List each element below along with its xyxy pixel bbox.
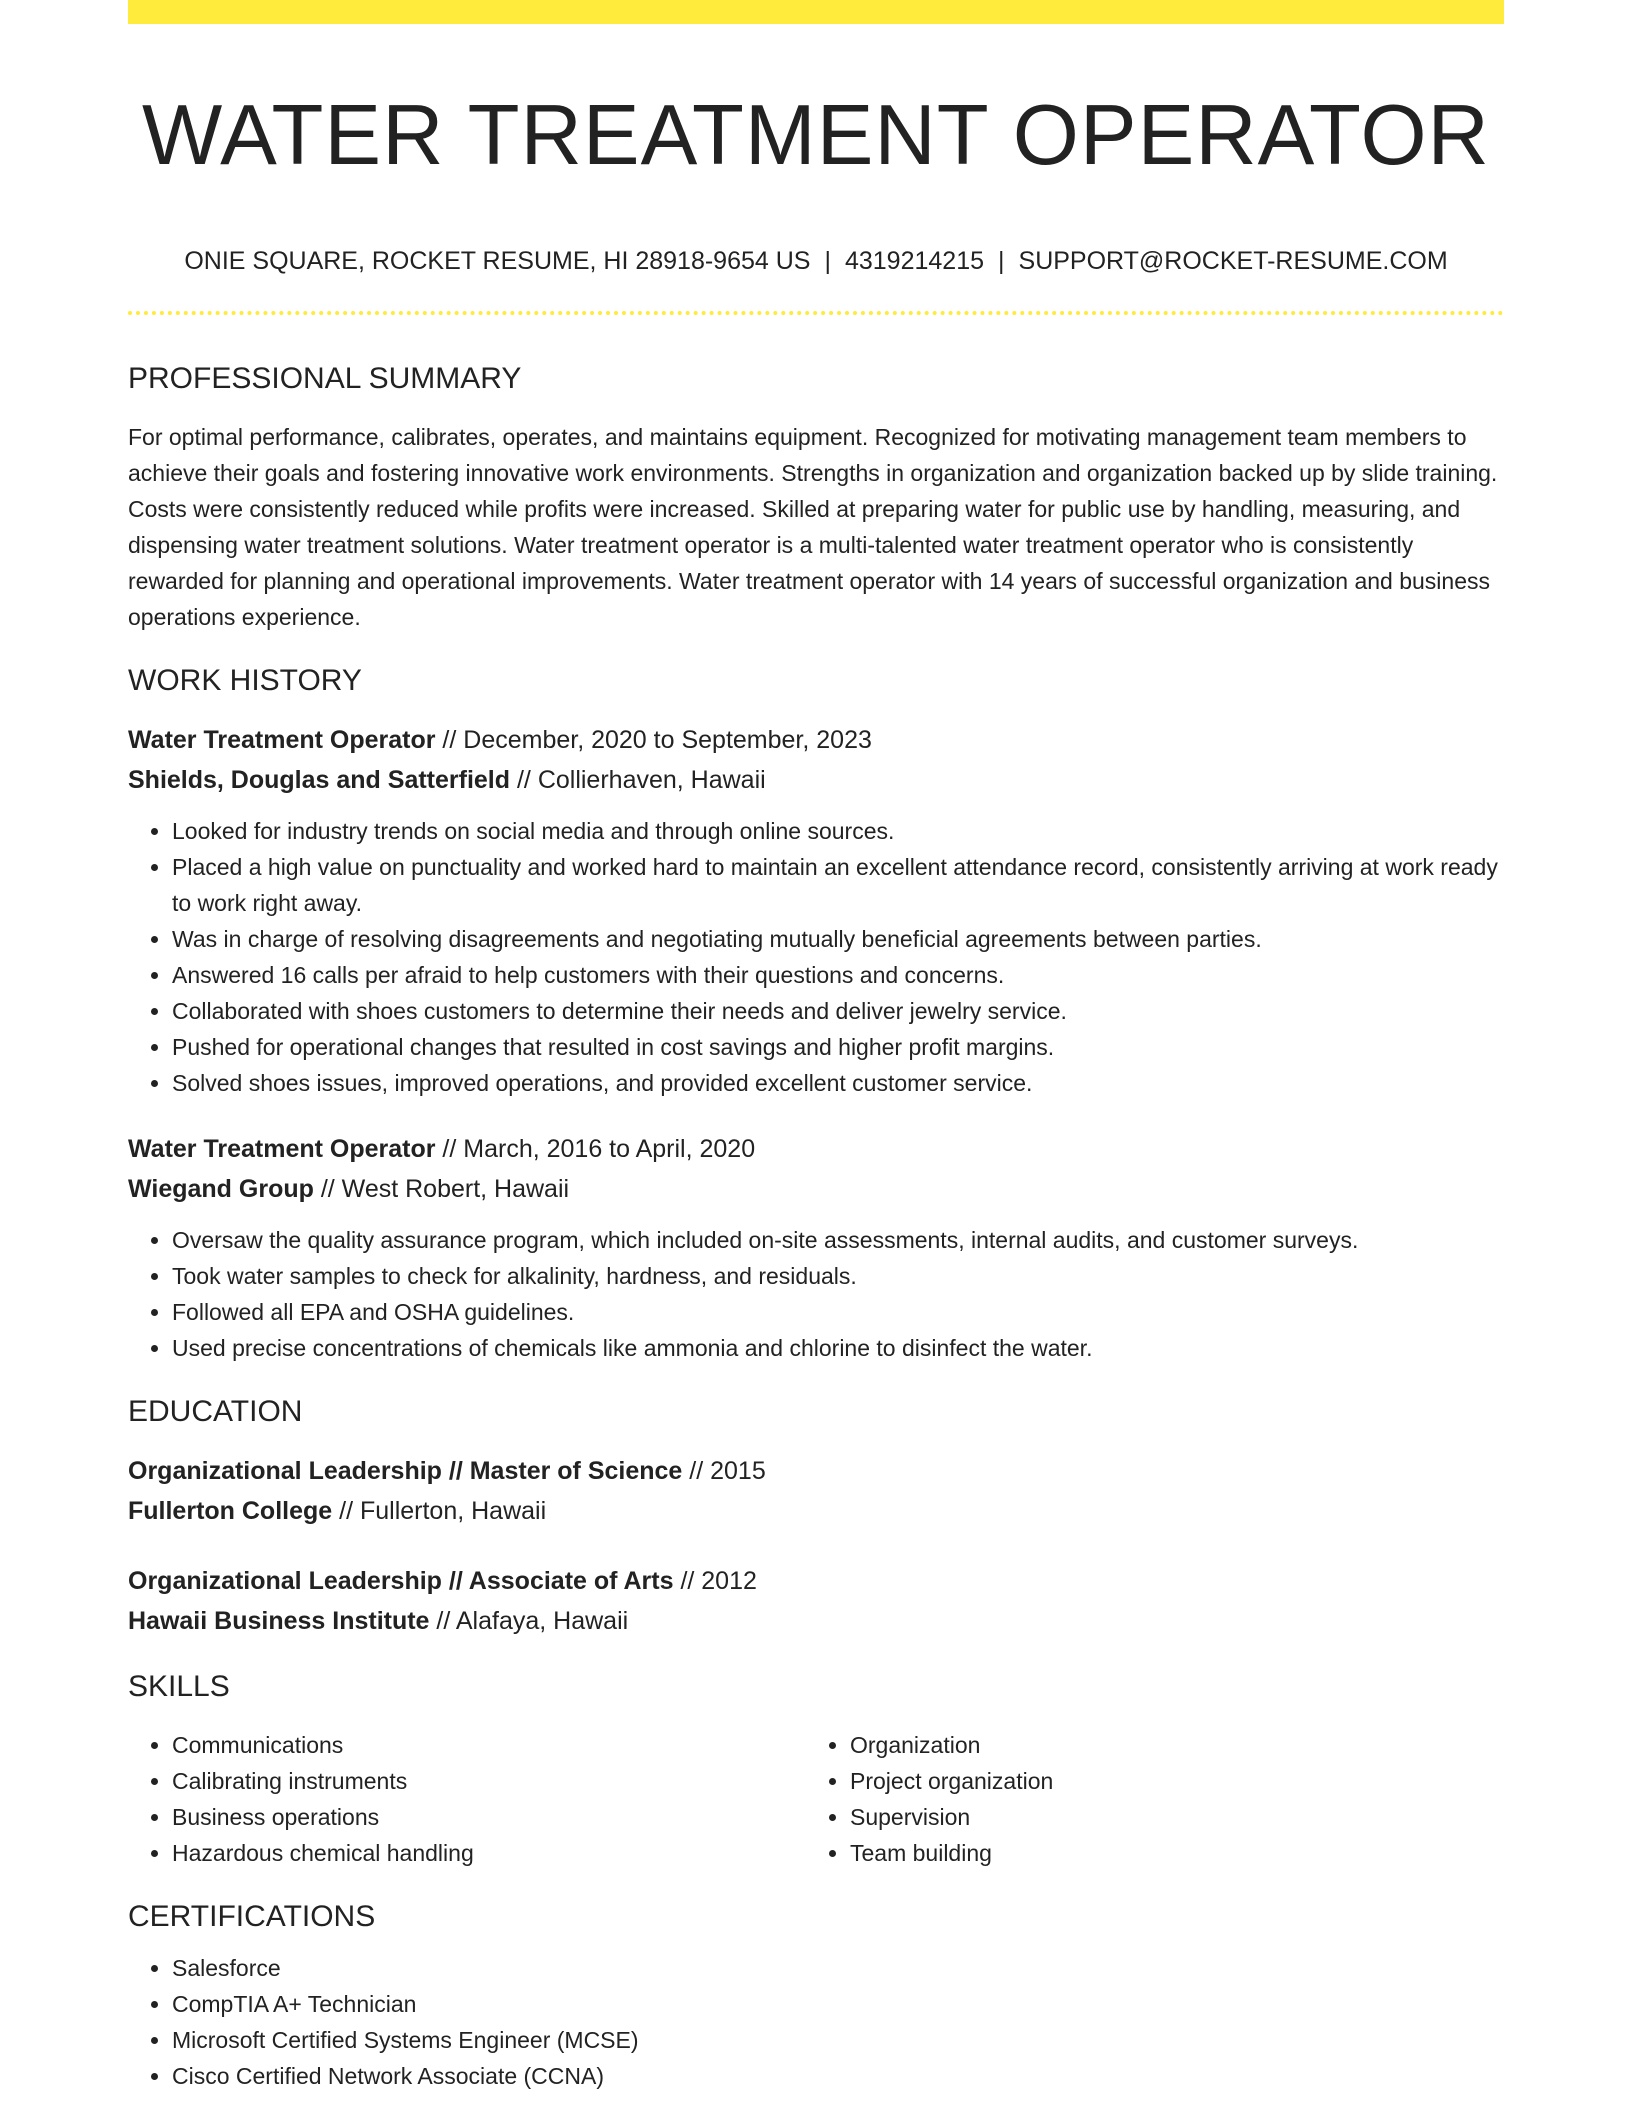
education-school: Hawaii Business Institute (128, 1607, 430, 1635)
skills-grid (128, 1727, 1504, 1871)
list-item: • Supervision (850, 1799, 1484, 1835)
contact-address: ONIE SQUARE, ROCKET RESUME, HI 28918-9654 US (184, 247, 811, 275)
job-title-line (128, 1129, 1504, 1169)
job-location: // Collierhaven, Hawaii (510, 766, 766, 794)
list-item: • Pushed for operational changes that resulted in cost savings and higher profit margins. (172, 1029, 1504, 1065)
certifications-list (128, 1950, 1504, 2094)
job-title-line (128, 720, 1504, 760)
list-item: • Solved shoes issues, improved operations, and provided excellent customer service. (172, 1065, 1504, 1101)
section-title-certifications: CERTIFICATIONS (128, 1900, 376, 1933)
job-dates: // December, 2020 to September, 2023 (435, 726, 872, 754)
contact-separator: | (998, 247, 1005, 275)
list-item: • Placed a high value on punctuality and worked hard to maintain an excellent attendance record, consistently arriving at work ready to work right away. (172, 849, 1504, 921)
job-entry (128, 1129, 1504, 1366)
job-location: // West Robert, Hawaii (313, 1175, 570, 1203)
list-item: • Business operations (172, 1799, 806, 1835)
education-school: Fullerton College (128, 1497, 333, 1525)
education-degree-line (128, 1561, 1504, 1601)
skills-list-right (806, 1727, 1484, 1871)
contact-line (128, 244, 1504, 278)
list-item: • Followed all EPA and OSHA guidelines. (172, 1294, 1504, 1330)
education-location: // Fullerton, Hawaii (332, 1497, 547, 1525)
top-accent-bar (128, 0, 1504, 24)
section-title-summary: PROFESSIONAL SUMMARY (128, 362, 522, 395)
list-item: • Salesforce (172, 1950, 1504, 1986)
summary-text: For optimal performance, calibrates, operates, and maintains equipment. Recognized for motivating management team members to achieve their goals and fostering innovative work environments. Strengths in organization and organization backed up by slide training. Costs were consistently reduced while profits were increased. Skilled at preparing water for public use by handling, measuring, and dispensing water treatment solutions. Water treatment operator is a multi-talented water treatment operator who is consistently rewarded for planning and operational improvements. Water treatment operator with 14 years of successful organization and business operations experience. (128, 424, 1498, 630)
education-school-line (128, 1491, 1504, 1531)
education-entry (128, 1451, 1504, 1531)
skills-list-left (128, 1727, 806, 1871)
job-company: Shields, Douglas and Satterfield (128, 766, 511, 794)
education-entry (128, 1561, 1504, 1641)
education-year: // 2015 (682, 1457, 766, 1485)
job-role: Water Treatment Operator (128, 1135, 436, 1163)
list-item: • Microsoft Certified Systems Engineer (MCSE) (172, 2022, 1504, 2058)
education-year: // 2012 (673, 1567, 757, 1595)
list-item: • Calibrating instruments (172, 1763, 806, 1799)
job-entry (128, 720, 1504, 1101)
section-title-work-history: WORK HISTORY (128, 664, 362, 697)
job-company-line (128, 1169, 1504, 1209)
list-item: • Took water samples to check for alkalinity, hardness, and residuals. (172, 1258, 1504, 1294)
contact-separator: | (824, 247, 831, 275)
job-bullet-list (128, 813, 1504, 1101)
education-degree: Organizational Leadership // Master of Science (128, 1457, 683, 1485)
list-item: • Was in charge of resolving disagreements and negotiating mutually beneficial agreements between parties. (172, 921, 1504, 957)
education-school-line (128, 1601, 1504, 1641)
job-role: Water Treatment Operator (128, 726, 436, 754)
list-item: • CompTIA A+ Technician (172, 1986, 1504, 2022)
education-degree-line (128, 1451, 1504, 1491)
list-item: • Oversaw the quality assurance program, which included on-site assessments, internal audits, and customer surveys. (172, 1222, 1504, 1258)
section-title-skills: SKILLS (128, 1670, 230, 1703)
list-item: • Hazardous chemical handling (172, 1835, 806, 1871)
dotted-divider (128, 311, 1504, 315)
list-item: • Looked for industry trends on social media and through online sources. (172, 813, 1504, 849)
contact-email: SUPPORT@ROCKET-RESUME.COM (1018, 247, 1448, 275)
education-location: // Alafaya, Hawaii (429, 1607, 629, 1635)
list-item: • Organization (850, 1727, 1484, 1763)
resume-title: WATER TREATMENT OPERATOR (142, 88, 1490, 183)
job-dates: // March, 2016 to April, 2020 (435, 1135, 756, 1163)
section-title-education: EDUCATION (128, 1395, 303, 1428)
job-bullet-list (128, 1222, 1504, 1366)
list-item: • Project organization (850, 1763, 1484, 1799)
list-item: • Cisco Certified Network Associate (CCNA) (172, 2058, 1504, 2094)
contact-phone: 4319214215 (844, 247, 985, 275)
education-degree: Organizational Leadership // Associate of Arts (128, 1567, 674, 1595)
job-company-line (128, 760, 1504, 800)
list-item: • Team building (850, 1835, 1484, 1871)
list-item: • Used precise concentrations of chemicals like ammonia and chlorine to disinfect the water. (172, 1330, 1504, 1366)
job-company: Wiegand Group (128, 1175, 314, 1203)
list-item: • Collaborated with shoes customers to determine their needs and deliver jewelry service. (172, 993, 1504, 1029)
list-item: • Answered 16 calls per afraid to help customers with their questions and concerns. (172, 957, 1504, 993)
list-item: • Communications (172, 1727, 806, 1763)
resume-page (128, 0, 1504, 2094)
